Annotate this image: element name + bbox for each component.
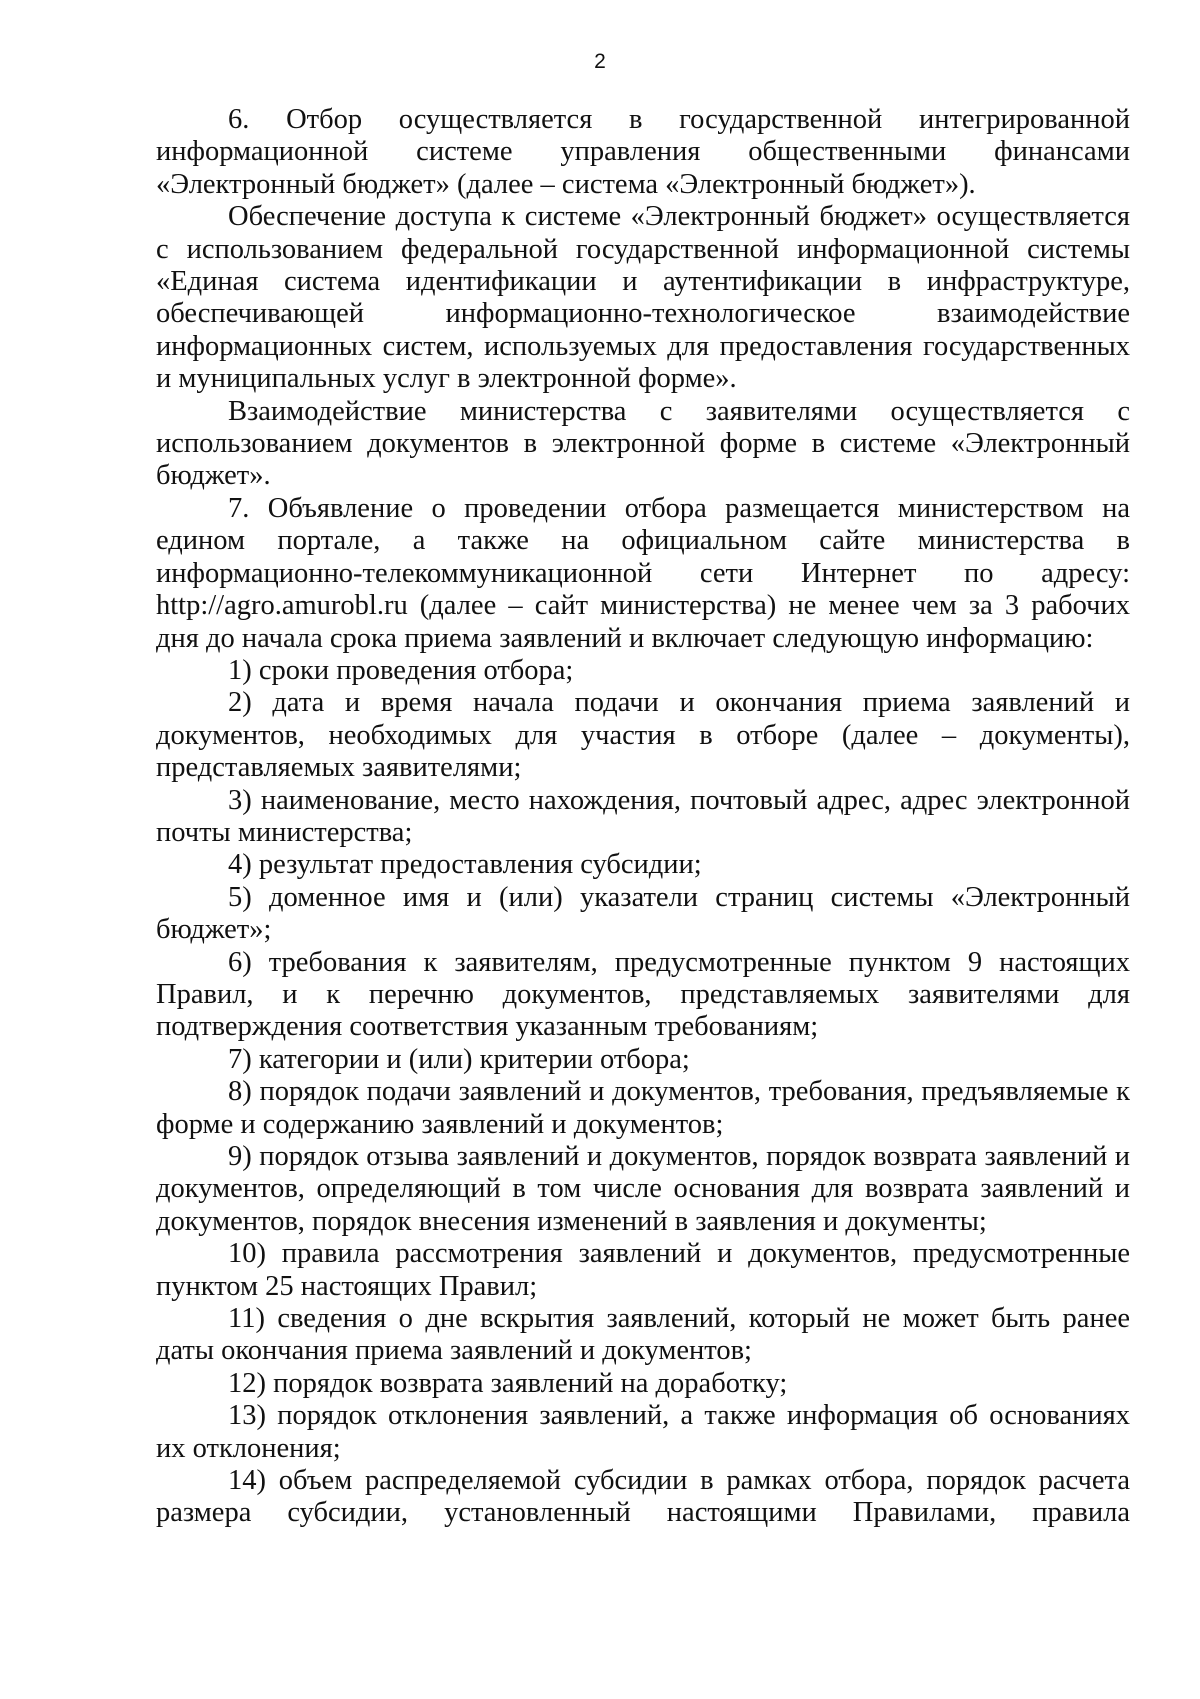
list-item-9: 9) порядок отзыва заявлений и документов, порядок возврата заявлений и документов, определяющий в том числе основания для возврата заявлений и документов, порядок внесения изменений в заявления и документы; (156, 1141, 1130, 1237)
list-item-6: 6) требования к заявителям, предусмотренные пунктом 9 настоящих Правил, и к перечню документов, представляемых заявителями для подтверждения соответствия указанным требованиям; (156, 946, 1130, 1043)
list-item-4: 4) результат предоставления субсидии; (228, 849, 702, 881)
paragraph-interaction: Взаимодействие министерства с заявителями осуществляется с использованием документов в электронной форме в системе «Электронный бюджет». (156, 395, 1130, 492)
list-item-1: 1) сроки проведения отбора; (228, 654, 574, 686)
list-item-8: 8) порядок подачи заявлений и документов, требования, предъявляемые к форме и содержанию заявлений и документов; (156, 1076, 1130, 1140)
list-item-7: 7) категории и (или) критерии отбора; (228, 1043, 690, 1075)
list-item-12: 12) порядок возврата заявлений на доработку; (228, 1367, 788, 1399)
list-item-13: 13) порядок отклонения заявлений, а также информация об основаниях их отклонения; (156, 1400, 1130, 1464)
list-item-3: 3) наименование, место нахождения, почтовый адрес, адрес электронной почты министерства; (156, 784, 1130, 848)
list-item-2: 2) дата и время начала подачи и окончания приема заявлений и документов, необходимых для участия в отборе (далее – документы), представляемых заявителями; (156, 687, 1130, 784)
document-body (156, 104, 1130, 1530)
list-item-10: 10) правила рассмотрения заявлений и документов, предусмотренные пунктом 25 настоящих Правил; (156, 1238, 1130, 1302)
paragraph-6-selection-system: 6. Отбор осуществляется в государственной интегрированной информационной системе управления общественными финансами «Электронный бюджет» (далее – система «Электронный бюджет»). (156, 104, 1130, 200)
list-item-14: 14) объем распределяемой субсидии в рамках отбора, порядок расчета размера субсидии, установленный настоящими Правилами, правила (156, 1465, 1130, 1529)
list-item-11: 11) сведения о дне вскрытия заявлений, который не может быть ранее даты окончания приема заявлений и документов; (156, 1303, 1130, 1367)
list-item-5: 5) доменное имя и (или) указатели страниц системы «Электронный бюджет»; (156, 881, 1130, 946)
page-number: 2 (594, 50, 606, 73)
paragraph-7-announcement: 7. Объявление о проведении отбора размещается министерством на едином портале, а также на официальном сайте министерства в информационно-телекоммуникационной сети Интернет по адресу: http://agro.amurobl.ru (далее – сайт министерства) не менее чем за 3 рабочих дня до начала срока приема заявлений и включает следующую информацию: (156, 492, 1130, 654)
paragraph-system-access: Обеспечение доступа к системе «Электронный бюджет» осуществляется с использованием федеральной государственной информационной системы «Единая система идентификации и аутентификации в инфраструктуре, обеспечивающей информационно-технологическое взаимодействие информационных систем, используемых для предоставления государственных и муниципальных услуг в электронной форме». (156, 201, 1130, 395)
